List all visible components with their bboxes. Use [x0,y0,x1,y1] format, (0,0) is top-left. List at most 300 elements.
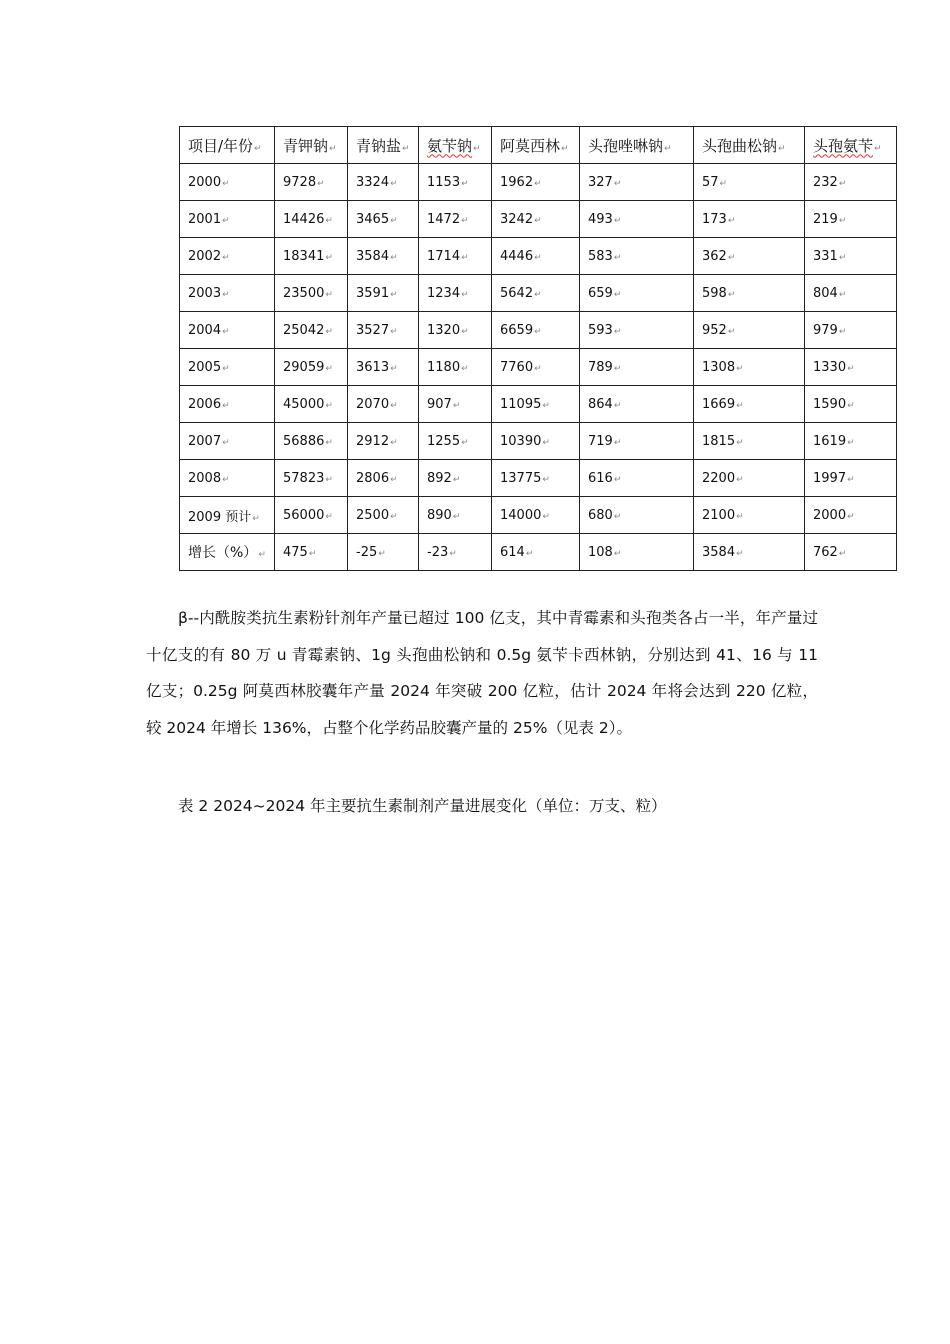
table-cell [348,164,419,201]
table-cell [275,460,348,497]
cell-text: 2200 [702,470,736,486]
paragraph-mark-icon: ↵ [613,511,622,522]
paragraph-mark-icon: ↵ [727,289,736,300]
row-label [180,201,275,238]
cell-text: 892 [427,470,452,486]
cell-text: 1320 [427,322,461,338]
paragraph-mark-icon: ↵ [847,511,855,522]
table-row [180,497,897,534]
cell-text: 583 [588,248,613,264]
paragraph-mark-icon: ↵ [325,289,333,300]
table-cell [348,386,419,423]
cell-text: 25042 [283,322,325,338]
paragraph-mark-icon: ↵ [222,252,230,263]
paragraph-mark-icon: ↵ [534,252,542,263]
table-cell [580,534,694,571]
table-cell [694,534,805,571]
table-row [180,201,897,238]
cell-text: 3591 [356,285,390,301]
paragraph-mark-icon: ↵ [613,437,622,448]
paragraph-mark-icon: ↵ [613,215,622,226]
paragraph-mark-icon: ↵ [542,400,550,411]
table-cell [492,423,580,460]
table-cell [805,534,897,571]
paragraph-mark-icon: ↵ [461,252,469,263]
cell-text: 头孢曲松钠 [702,136,778,155]
paragraph-mark-icon: ↵ [325,363,333,374]
cell-text: 2008 [188,470,222,486]
table-cell [492,460,580,497]
cell-text: 890 [427,507,452,523]
table-cell [694,423,805,460]
cell-text: 2070 [356,396,390,412]
table-row [180,275,897,312]
column-header [580,127,694,164]
cell-text: 593 [588,322,613,338]
paragraph-mark-icon: ↵ [390,400,398,411]
column-header [492,127,580,164]
table-cell [805,423,897,460]
paragraph-mark-icon: ↵ [325,252,333,263]
cell-text: 4446 [500,248,534,264]
table-body [180,127,897,571]
table-cell [419,460,492,497]
cell-text: 3527 [356,322,390,338]
paragraph-mark-icon: ↵ [525,548,534,559]
paragraph-mark-icon: ↵ [390,289,398,300]
cell-text: 616 [588,470,613,486]
cell-text: 3613 [356,359,390,375]
paragraph-mark-icon: ↵ [736,511,744,522]
cell-text: 2100 [702,507,736,523]
cell-text: 1714 [427,248,461,264]
table-cell [419,164,492,201]
cell-text: 2002 [188,248,222,264]
row-label [180,238,275,275]
table-cell [805,497,897,534]
cell-text: 614 [500,544,525,560]
cell-text: 阿莫西林 [500,136,561,155]
paragraph-mark-icon: ↵ [613,363,622,374]
cell-text: 362 [702,248,727,264]
paragraph-mark-icon: ↵ [222,437,230,448]
paragraph-mark-icon: ↵ [613,252,622,263]
paragraph-mark-icon: ↵ [664,143,672,154]
column-header [694,127,805,164]
table-cell [419,312,492,349]
table-cell [805,349,897,386]
table-cell [694,201,805,238]
cell-text: 1815 [702,433,736,449]
cell-text: 5642 [500,285,534,301]
cell-text: 2004 [188,322,222,338]
table-cell [275,349,348,386]
table-row [180,349,897,386]
cell-text: 2806 [356,470,390,486]
table-cell [805,312,897,349]
paragraph-mark-icon: ↵ [473,143,481,154]
paragraph-mark-icon: ↵ [838,215,847,226]
table-cell [580,423,694,460]
cell-text: 327 [588,174,613,190]
table-cell [419,386,492,423]
body-paragraph: β--内酰胺类抗生素粉针剂年产量已超过 100 亿支，其中青霉素和头孢类各占一半，年产量过十亿支的有 80 万 u 青霉素钠、1g 头孢曲松钠和 0.5g 氨苄卡西林钠，分别达到 41、16 与 11 亿支；0.25g 阿莫西林胶囊年产量 2024 年突破 200 亿粒，估计 2024 年将会达到 220 亿粒，较 2024 年增长 136%，占整个化学药品胶囊产量的 25%（见表 2）。 [146,609,818,737]
paragraph-mark-icon: ↵ [613,548,622,559]
paragraph-mark-icon: ↵ [874,143,882,154]
paragraph-mark-icon: ↵ [308,548,317,559]
table-cell [580,460,694,497]
paragraph-mark-icon: ↵ [390,474,398,485]
paragraph-mark-icon: ↵ [390,326,398,337]
paragraph-mark-icon: ↵ [222,363,230,374]
table-cell [275,275,348,312]
paragraph-mark-icon: ↵ [222,215,230,226]
table-cell [492,349,580,386]
cell-text: 14426 [283,211,325,227]
cell-text: 2001 [188,211,222,227]
column-header [180,127,275,164]
paragraph-mark-icon: ↵ [222,474,230,485]
cell-text: 增长（%） [188,545,258,561]
table-cell [275,534,348,571]
cell-text: 493 [588,211,613,227]
paragraph-mark-icon: ↵ [561,143,569,154]
table-cell [275,164,348,201]
paragraph-mark-icon: ↵ [542,474,550,485]
cell-text: 979 [813,322,838,338]
table-cell [694,460,805,497]
table-cell [492,386,580,423]
row-label [180,460,275,497]
paragraph-mark-icon: ↵ [613,178,622,189]
paragraph-mark-icon: ↵ [461,215,469,226]
table-cell [492,201,580,238]
paragraph-mark-icon: ↵ [325,326,333,337]
cell-text: -23 [427,544,449,560]
cell-text: 3324 [356,174,390,190]
table-cell [580,164,694,201]
paragraph-mark-icon: ↵ [378,548,386,559]
column-header [419,127,492,164]
paragraph-mark-icon: ↵ [727,215,736,226]
paragraph-mark-icon: ↵ [252,513,260,524]
cell-text: 57823 [283,470,325,486]
cell-text: 598 [702,285,727,301]
cell-text: 219 [813,211,838,227]
table-cell [348,201,419,238]
table-cell [492,275,580,312]
table-cell [419,497,492,534]
table-cell [348,460,419,497]
cell-text: 331 [813,248,838,264]
table-cell [805,275,897,312]
cell-text: 173 [702,211,727,227]
paragraph-mark-icon: ↵ [461,437,469,448]
table-cell [580,312,694,349]
cell-text: 45000 [283,396,325,412]
row-label [180,164,275,201]
cell-text: 1330 [813,359,847,375]
cell-text: 9728 [283,174,317,190]
paragraph-mark-icon: ↵ [534,215,542,226]
row-label [180,423,275,460]
paragraph-mark-icon: ↵ [452,474,461,485]
table-cell [419,423,492,460]
cell-text: 1997 [813,470,847,486]
cell-text: 青钾钠 [283,136,329,155]
paragraph-mark-icon: ↵ [222,178,230,189]
cell-text: 1619 [813,433,847,449]
table-cell [275,238,348,275]
row-label [180,386,275,423]
cell-text: 2000 [188,174,222,190]
cell-text: 680 [588,507,613,523]
cell-text: 头孢唑啉钠 [588,136,664,155]
table-cell [492,164,580,201]
cell-text: 29059 [283,359,325,375]
table-row [180,238,897,275]
table-cell [694,386,805,423]
table-cell [805,238,897,275]
cell-text: 1308 [702,359,736,375]
table-cell [275,386,348,423]
cell-text: 3584 [702,544,736,560]
cell-text: 2009 预计 [188,509,252,525]
paragraph-mark-icon: ↵ [736,363,744,374]
paragraph-mark-icon: ↵ [461,289,469,300]
cell-text: 475 [283,544,308,560]
cell-text: 864 [588,396,613,412]
cell-text: 2007 [188,433,222,449]
table-cell [694,312,805,349]
cell-text: 57 [702,174,719,190]
cell-text: 108 [588,544,613,560]
table-cell [348,534,419,571]
paragraph-mark-icon: ↵ [390,437,398,448]
table-cell [275,423,348,460]
table-row [180,460,897,497]
paragraph-mark-icon: ↵ [222,400,230,411]
cell-text: 13775 [500,470,542,486]
paragraph-mark-icon: ↵ [847,437,855,448]
cell-text: 3242 [500,211,534,227]
paragraph-mark-icon: ↵ [461,363,469,374]
paragraph-mark-icon: ↵ [222,289,230,300]
table-row [180,534,897,571]
cell-text: 804 [813,285,838,301]
paragraph-mark-icon: ↵ [534,326,542,337]
paragraph-mark-icon: ↵ [452,511,461,522]
paragraph-mark-icon: ↵ [838,548,847,559]
cell-text: 7760 [500,359,534,375]
cell-text: 1153 [427,174,461,190]
paragraph-mark-icon: ↵ [325,215,333,226]
table-cell [348,497,419,534]
table-row [180,386,897,423]
table-cell [580,201,694,238]
paragraph-mark-icon: ↵ [317,178,325,189]
row-label [180,534,275,571]
paragraph-mark-icon: ↵ [325,400,333,411]
paragraph-mark-icon: ↵ [838,289,847,300]
paragraph-mark-icon: ↵ [325,437,333,448]
table-cell [492,497,580,534]
row-label [180,312,275,349]
table-cell [348,275,419,312]
cell-text: 10390 [500,433,542,449]
table-cell [275,497,348,534]
paragraph-mark-icon: ↵ [727,252,736,263]
cell-text: -25 [356,544,378,560]
cell-text: 23500 [283,285,325,301]
antibiotic-production-table [179,126,897,571]
paragraph-mark-icon: ↵ [402,143,410,154]
table-cell [419,534,492,571]
cell-text: 1180 [427,359,461,375]
table-row [180,164,897,201]
paragraph-mark-icon: ↵ [847,474,855,485]
paragraph-mark-icon: ↵ [736,400,744,411]
table-cell [580,349,694,386]
paragraph-mark-icon: ↵ [390,363,398,374]
table-cell [694,238,805,275]
table-row [180,423,897,460]
table-caption: 表 2 2024~2024 年主要抗生素制剂产量进展变化（单位：万支、粒） [178,797,667,815]
paragraph-mark-icon: ↵ [838,178,847,189]
paragraph-mark-icon: ↵ [325,474,333,485]
cell-text: 659 [588,285,613,301]
paragraph-mark-icon: ↵ [736,548,744,559]
paragraph-mark-icon: ↵ [254,143,262,154]
paragraph-mark-icon: ↵ [452,400,461,411]
paragraph-mark-icon: ↵ [542,437,550,448]
table-cell [348,349,419,386]
table-cell [580,238,694,275]
cell-text: 青钠盐 [356,136,402,155]
table-cell [580,275,694,312]
paragraph-mark-icon: ↵ [390,511,398,522]
paragraph-mark-icon: ↵ [778,143,786,154]
cell-text: 1234 [427,285,461,301]
paragraph-mark-icon: ↵ [534,363,542,374]
paragraph-mark-icon: ↵ [613,326,622,337]
table-cell [492,534,580,571]
table-cell [348,238,419,275]
table-cell [492,312,580,349]
cell-text: 氨苄钠 [427,136,473,155]
cell-text: 1590 [813,396,847,412]
cell-text: 1472 [427,211,461,227]
column-header [275,127,348,164]
paragraph-mark-icon: ↵ [847,363,855,374]
paragraph-mark-icon: ↵ [222,326,230,337]
table-cell [694,275,805,312]
cell-text: 2912 [356,433,390,449]
cell-text: 头孢氨苄 [813,136,874,155]
row-label [180,497,275,534]
cell-text: 2006 [188,396,222,412]
cell-text: 2500 [356,507,390,523]
table-cell [694,497,805,534]
paragraph-mark-icon: ↵ [390,178,398,189]
cell-text: 907 [427,396,452,412]
paragraph-mark-icon: ↵ [838,326,847,337]
table-cell [275,201,348,238]
table-cell [348,312,419,349]
table-cell [419,275,492,312]
table-cell [419,201,492,238]
cell-text: 14000 [500,507,542,523]
paragraph-mark-icon: ↵ [838,252,847,263]
paragraph-mark-icon: ↵ [534,289,542,300]
column-header [805,127,897,164]
row-label [180,349,275,386]
cell-text: 1962 [500,174,534,190]
cell-text: 56886 [283,433,325,449]
paragraph-mark-icon: ↵ [449,548,457,559]
cell-text: 2005 [188,359,222,375]
cell-text: 11095 [500,396,542,412]
paragraph-mark-icon: ↵ [613,289,622,300]
cell-text: 56000 [283,507,325,523]
cell-text: 719 [588,433,613,449]
table-cell [348,423,419,460]
table-header-row [180,127,897,164]
cell-text: 项目/年份 [188,136,254,155]
cell-text: 1255 [427,433,461,449]
cell-text: 762 [813,544,838,560]
table-row [180,312,897,349]
cell-text: 1669 [702,396,736,412]
table-cell [275,312,348,349]
paragraph-mark-icon: ↵ [613,400,622,411]
table-cell [580,497,694,534]
table-cell [805,164,897,201]
paragraph-mark-icon: ↵ [847,400,855,411]
cell-text: 789 [588,359,613,375]
paragraph-mark-icon: ↵ [461,178,469,189]
paragraph-mark-icon: ↵ [736,437,744,448]
table-cell [492,238,580,275]
paragraph-mark-icon: ↵ [736,474,744,485]
paragraph-mark-icon: ↵ [719,178,728,189]
cell-text: 2000 [813,507,847,523]
cell-text: 2003 [188,285,222,301]
cell-text: 18341 [283,248,325,264]
row-label [180,275,275,312]
paragraph-mark-icon: ↵ [727,326,736,337]
table-cell [419,238,492,275]
cell-text: 3584 [356,248,390,264]
table-cell [694,164,805,201]
table-cell [805,201,897,238]
paragraph-mark-icon: ↵ [534,178,542,189]
table-cell [419,349,492,386]
cell-text: 952 [702,322,727,338]
table-cell [805,386,897,423]
paragraph-mark-icon: ↵ [258,550,266,560]
cell-text: 6659 [500,322,534,338]
column-header [348,127,419,164]
paragraph-mark-icon: ↵ [461,326,469,337]
table-cell [580,386,694,423]
paragraph-mark-icon: ↵ [390,252,398,263]
paragraph-mark-icon: ↵ [542,511,550,522]
paragraph-mark-icon: ↵ [325,511,333,522]
cell-text: 3465 [356,211,390,227]
table-cell [694,349,805,386]
cell-text: 232 [813,174,838,190]
